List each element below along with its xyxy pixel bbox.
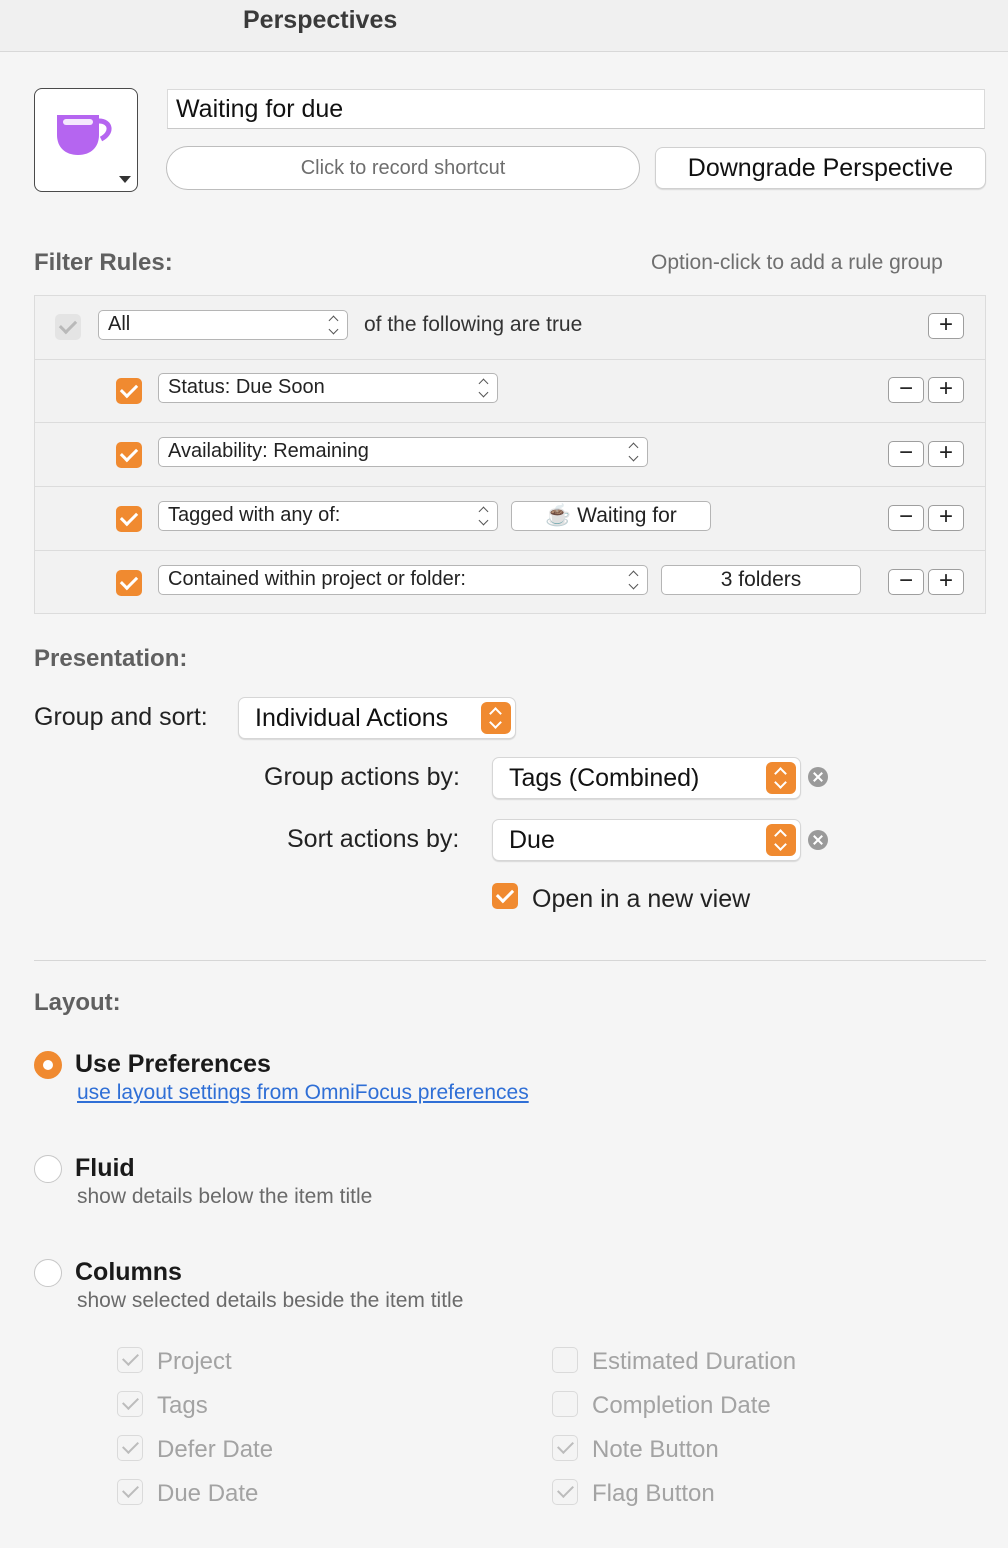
up-down-arrows-icon	[329, 316, 339, 334]
tag-picker-button[interactable]: ☕️ Waiting for	[511, 501, 711, 531]
layout-heading: Layout:	[34, 989, 121, 1016]
layout-preferences-link[interactable]: use layout settings from OmniFocus preferences	[77, 1081, 529, 1104]
perspective-name-field[interactable]: Waiting for due	[167, 89, 985, 129]
open-new-view-checkbox[interactable]	[492, 883, 518, 909]
column-note-button-label: Note Button	[592, 1436, 719, 1463]
fluid-description: show details below the item title	[77, 1185, 373, 1208]
up-down-arrows-icon	[629, 443, 639, 461]
remove-rule-button[interactable]: −	[888, 377, 924, 403]
rule-field-value: Tagged with any of:	[168, 504, 341, 526]
add-rule-button[interactable]: +	[928, 441, 964, 467]
column-due-date-checkbox	[117, 1479, 143, 1505]
filter-rules-hint: Option-click to add a rule group	[651, 251, 943, 274]
sort-by-label: Sort actions by:	[287, 825, 460, 853]
filter-rule-row	[35, 551, 985, 615]
up-down-arrows-icon	[629, 571, 639, 589]
chevron-down-icon	[119, 176, 131, 183]
column-tags-label: Tags	[157, 1392, 208, 1419]
group-sort-popup[interactable]	[238, 697, 516, 739]
folder-picker-button[interactable]: 3 folders	[661, 565, 861, 595]
rule-field-value: Availability: Remaining	[168, 440, 369, 462]
title-bar	[0, 0, 1008, 52]
filter-rule-row	[35, 487, 985, 551]
add-rule-button[interactable]: +	[928, 313, 964, 339]
rule-field-popup[interactable]	[158, 437, 648, 467]
rule-checkbox[interactable]	[116, 570, 142, 596]
clear-sort-by-icon[interactable]	[808, 830, 828, 850]
column-flag-button-label: Flag Button	[592, 1480, 715, 1507]
column-completion-date-label: Completion Date	[592, 1392, 771, 1419]
column-due-date-label: Due Date	[157, 1480, 259, 1507]
group-sort-value: Individual Actions	[255, 704, 449, 732]
add-rule-button[interactable]: +	[928, 505, 964, 531]
rule-group-checkbox	[55, 314, 81, 340]
rule-checkbox[interactable]	[116, 378, 142, 404]
quantifier-value: All	[108, 313, 131, 335]
quantifier-suffix: of the following are true	[364, 313, 583, 336]
filter-rule-row	[35, 423, 985, 487]
column-project-checkbox	[117, 1347, 143, 1373]
quantifier-popup[interactable]	[98, 310, 348, 340]
section-divider	[34, 960, 986, 961]
record-shortcut-field[interactable]: Click to record shortcut	[166, 146, 640, 190]
column-flag-button-checkbox	[552, 1479, 578, 1505]
group-by-popup[interactable]	[492, 757, 801, 799]
presentation-heading: Presentation:	[34, 645, 188, 672]
window-title: Perspectives	[243, 6, 398, 34]
rule-field-value: Contained within project or folder:	[168, 568, 466, 590]
up-down-arrows-icon	[766, 824, 796, 856]
rule-checkbox[interactable]	[116, 506, 142, 532]
column-tags-checkbox	[117, 1391, 143, 1417]
fluid-radio[interactable]	[34, 1155, 62, 1183]
perspective-icon-picker[interactable]	[34, 88, 138, 192]
column-note-button-checkbox	[552, 1435, 578, 1461]
use-preferences-radio[interactable]	[34, 1051, 62, 1079]
columns-radio[interactable]	[34, 1259, 62, 1287]
add-rule-button[interactable]: +	[928, 377, 964, 403]
sort-by-popup[interactable]	[492, 819, 801, 861]
column-defer-date-checkbox	[117, 1435, 143, 1461]
column-estimated-duration-label: Estimated Duration	[592, 1348, 797, 1375]
group-by-label: Group actions by:	[264, 763, 460, 791]
open-new-view-label[interactable]: Open in a new view	[532, 885, 751, 913]
rule-field-value: Status: Due Soon	[168, 376, 325, 398]
use-preferences-title[interactable]: Use Preferences	[75, 1050, 271, 1078]
remove-rule-button[interactable]: −	[888, 441, 924, 467]
filter-rules-heading: Filter Rules:	[34, 249, 173, 276]
filter-rules-table	[34, 295, 986, 614]
column-estimated-duration-checkbox	[552, 1347, 578, 1373]
remove-rule-button[interactable]: −	[888, 569, 924, 595]
rule-field-popup[interactable]	[158, 373, 498, 403]
column-defer-date-label: Defer Date	[157, 1436, 274, 1463]
columns-description: show selected details beside the item title	[77, 1289, 464, 1312]
column-project-label: Project	[157, 1348, 232, 1375]
up-down-arrows-icon	[479, 507, 489, 525]
column-completion-date-checkbox	[552, 1391, 578, 1417]
fluid-title[interactable]: Fluid	[75, 1154, 135, 1182]
remove-rule-button[interactable]: −	[888, 505, 924, 531]
rule-field-popup[interactable]	[158, 565, 648, 595]
columns-title[interactable]: Columns	[75, 1258, 182, 1286]
group-by-value: Tags (Combined)	[509, 764, 700, 792]
rule-group-row	[35, 296, 985, 360]
coffee-cup-icon	[53, 109, 117, 159]
up-down-arrows-icon	[481, 702, 511, 734]
up-down-arrows-icon	[766, 762, 796, 794]
clear-group-by-icon[interactable]	[808, 767, 828, 787]
add-rule-button[interactable]: +	[928, 569, 964, 595]
rule-field-popup[interactable]	[158, 501, 498, 531]
up-down-arrows-icon	[479, 379, 489, 397]
group-sort-label: Group and sort:	[34, 703, 208, 731]
rule-checkbox[interactable]	[116, 442, 142, 468]
sort-by-value: Due	[509, 826, 555, 854]
filter-rule-row	[35, 359, 985, 423]
downgrade-perspective-button[interactable]: Downgrade Perspective	[655, 147, 986, 189]
